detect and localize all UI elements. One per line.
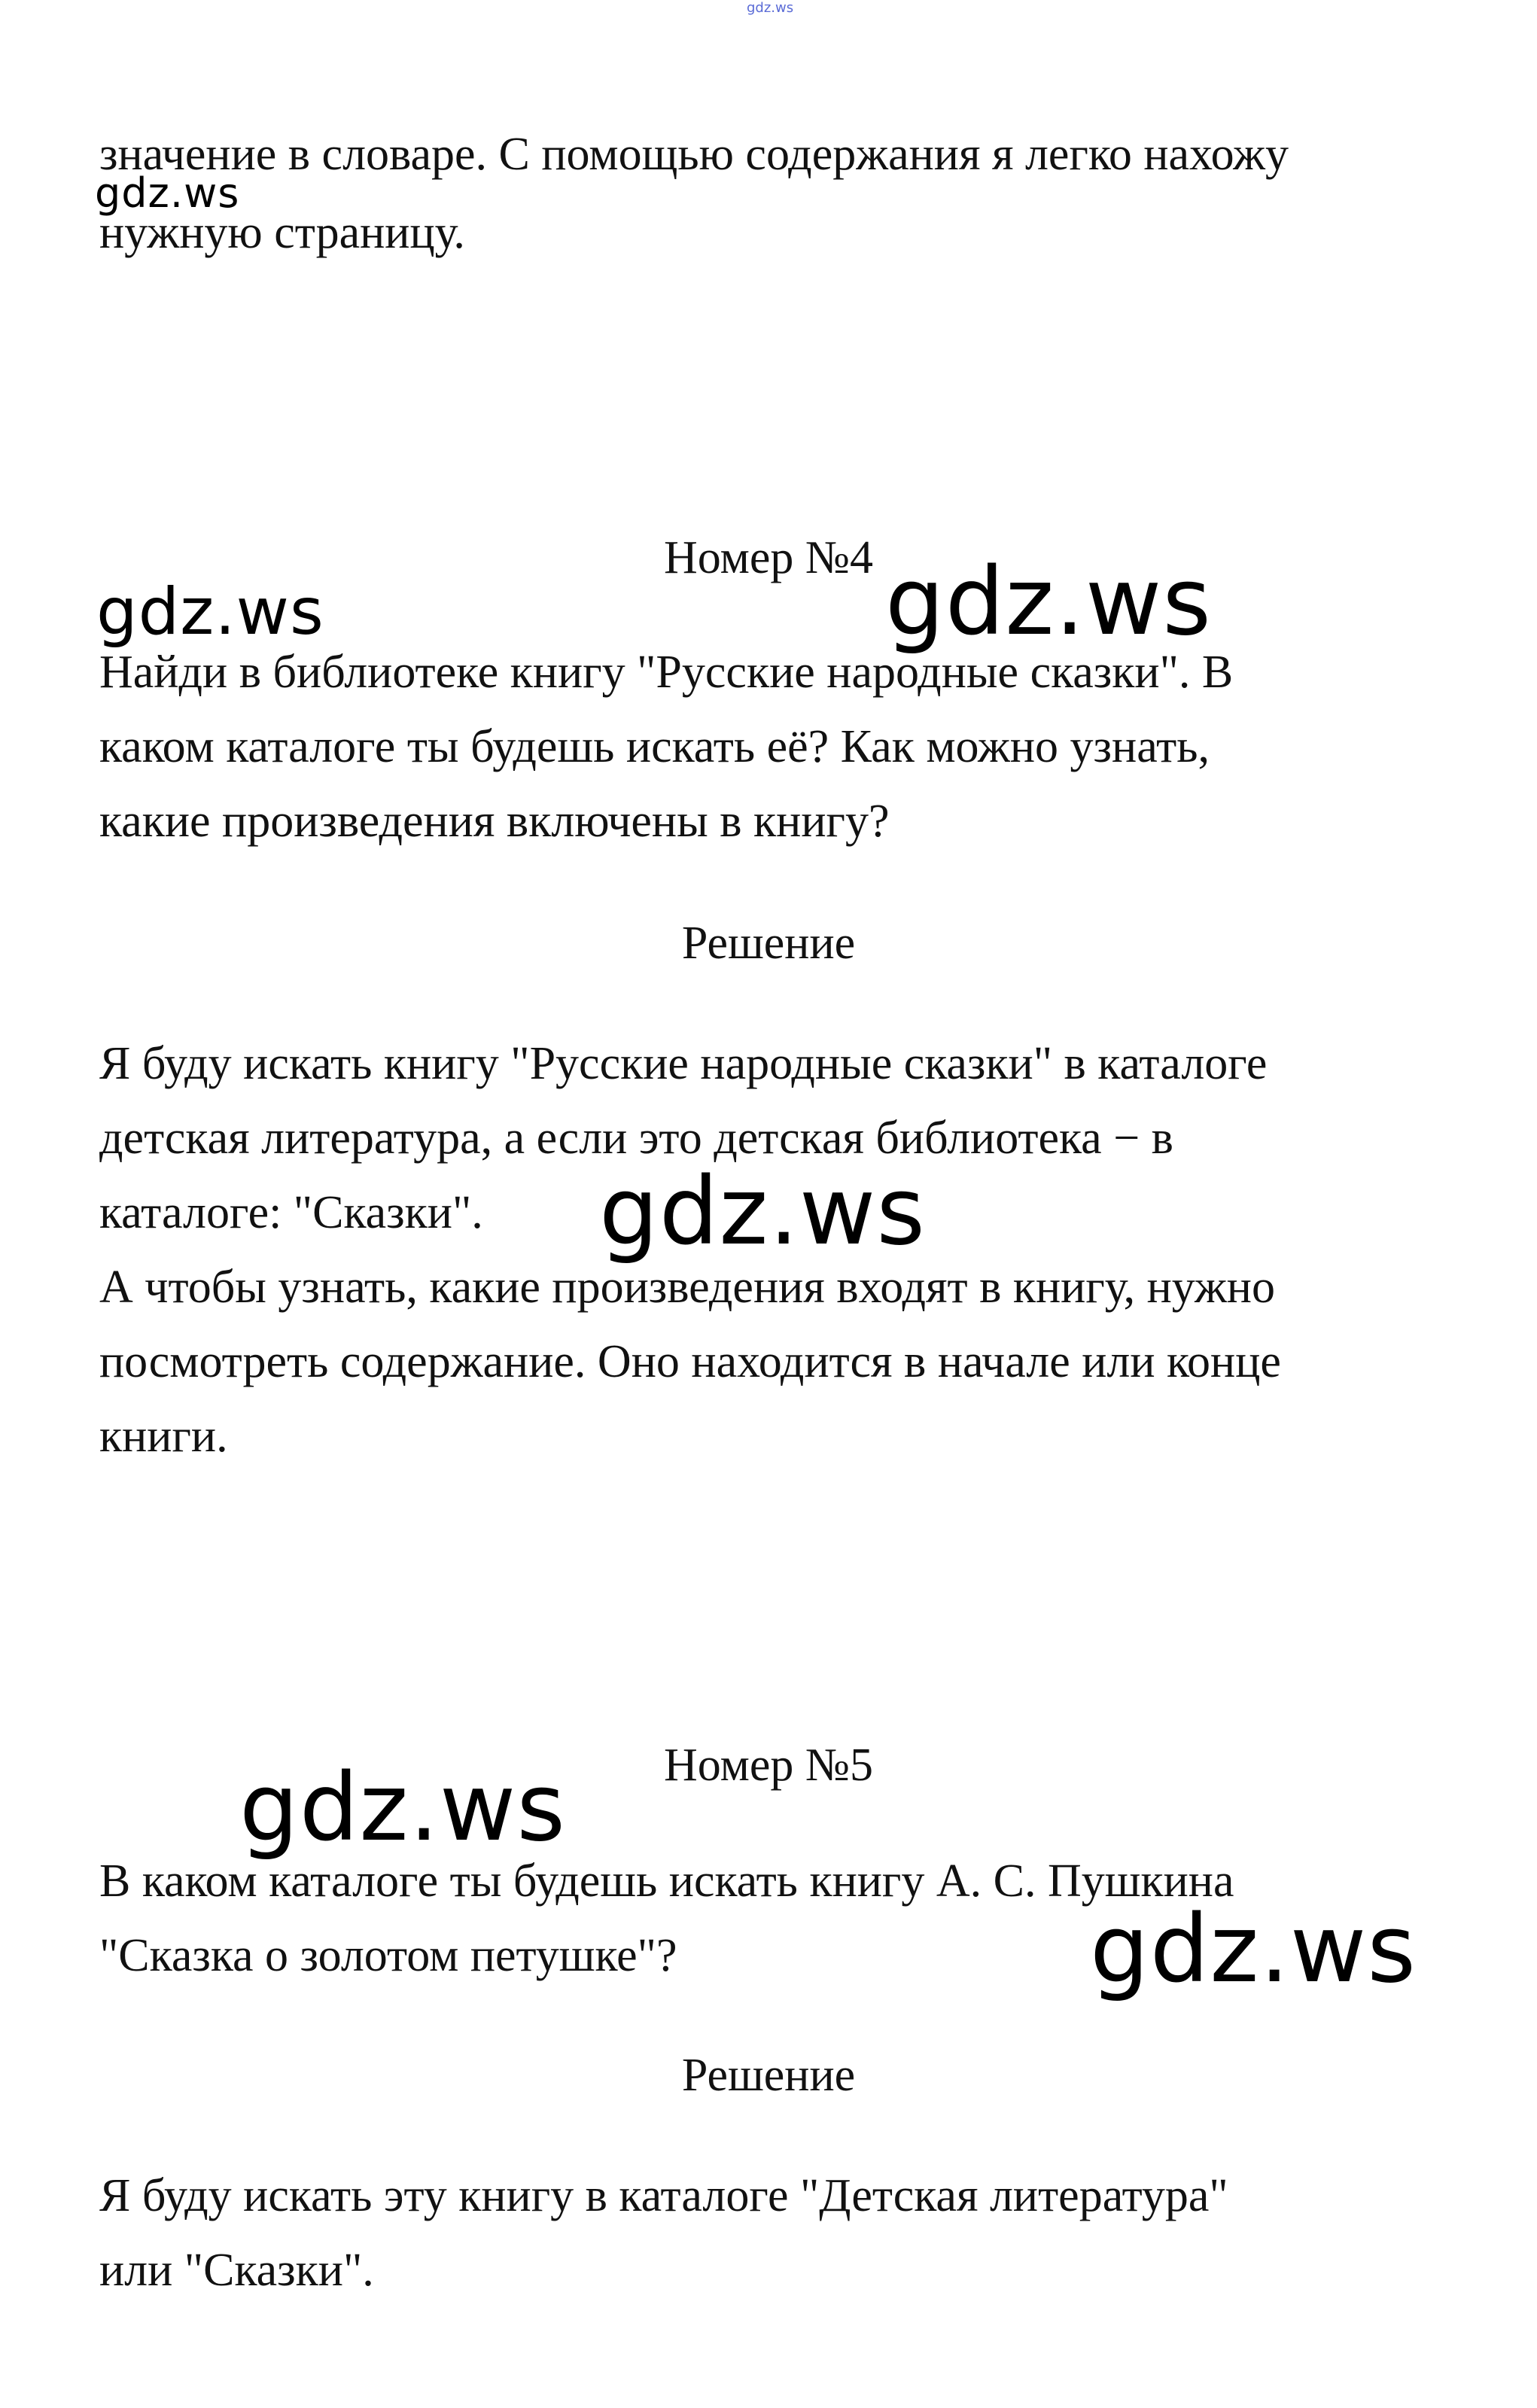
- task4-answer-line-6: книги.: [99, 1411, 228, 1462]
- task4-answer-line-4: А чтобы узнать, какие произведения входят в книгу, нужно: [99, 1262, 1275, 1313]
- task4-question-line-1: Найди в библиотеке книгу "Русские народные сказки". В: [99, 647, 1234, 698]
- task4-question-line-2: каком каталоге ты будешь искать её? Как можно узнать,: [99, 721, 1210, 772]
- task4-answer-line-3: каталоге: "Сказки".: [99, 1187, 483, 1238]
- watermark-large-3: gdz.ws: [239, 1754, 566, 1862]
- watermark-large-1: gdz.ws: [885, 548, 1212, 656]
- task5-solution-heading: Решение: [681, 2050, 856, 2101]
- task4-heading: Номер №4: [663, 532, 873, 583]
- task4-answer-line-1: Я буду искать книгу "Русские народные сказки" в каталоге: [99, 1038, 1268, 1089]
- task4-solution-heading: Решение: [681, 918, 856, 969]
- watermark-large-2: gdz.ws: [599, 1158, 926, 1266]
- task4-question-line-3: какие произведения включены в книгу?: [99, 796, 890, 847]
- continuation-line-2: нужную страницу.: [99, 207, 465, 258]
- watermark-top: gdz.ws: [747, 0, 794, 16]
- task5-question-line-1: В каком каталоге ты будешь искать книгу А. С. Пушкина: [99, 1855, 1234, 1907]
- task4-answer-line-2: детская литература, а если это детская библиотека − в: [99, 1113, 1173, 1164]
- watermark-small-1: gdz.ws: [95, 169, 240, 217]
- task5-heading: Номер №5: [663, 1740, 873, 1791]
- continuation-line-1: значение в словаре. С помощью содержания я легко нахожу: [99, 129, 1289, 180]
- task5-answer-line-2: или "Сказки".: [99, 2245, 374, 2296]
- watermark-medium-1: gdz.ws: [96, 574, 324, 650]
- task4-answer-line-5: посмотреть содержание. Оно находится в начале или конце: [99, 1336, 1281, 1387]
- watermark-large-4: gdz.ws: [1090, 1895, 1417, 2004]
- task5-answer-line-1: Я буду искать эту книгу в каталоге "Детская литература": [99, 2170, 1228, 2221]
- task5-question-line-2: "Сказка о золотом петушке"?: [99, 1930, 677, 1981]
